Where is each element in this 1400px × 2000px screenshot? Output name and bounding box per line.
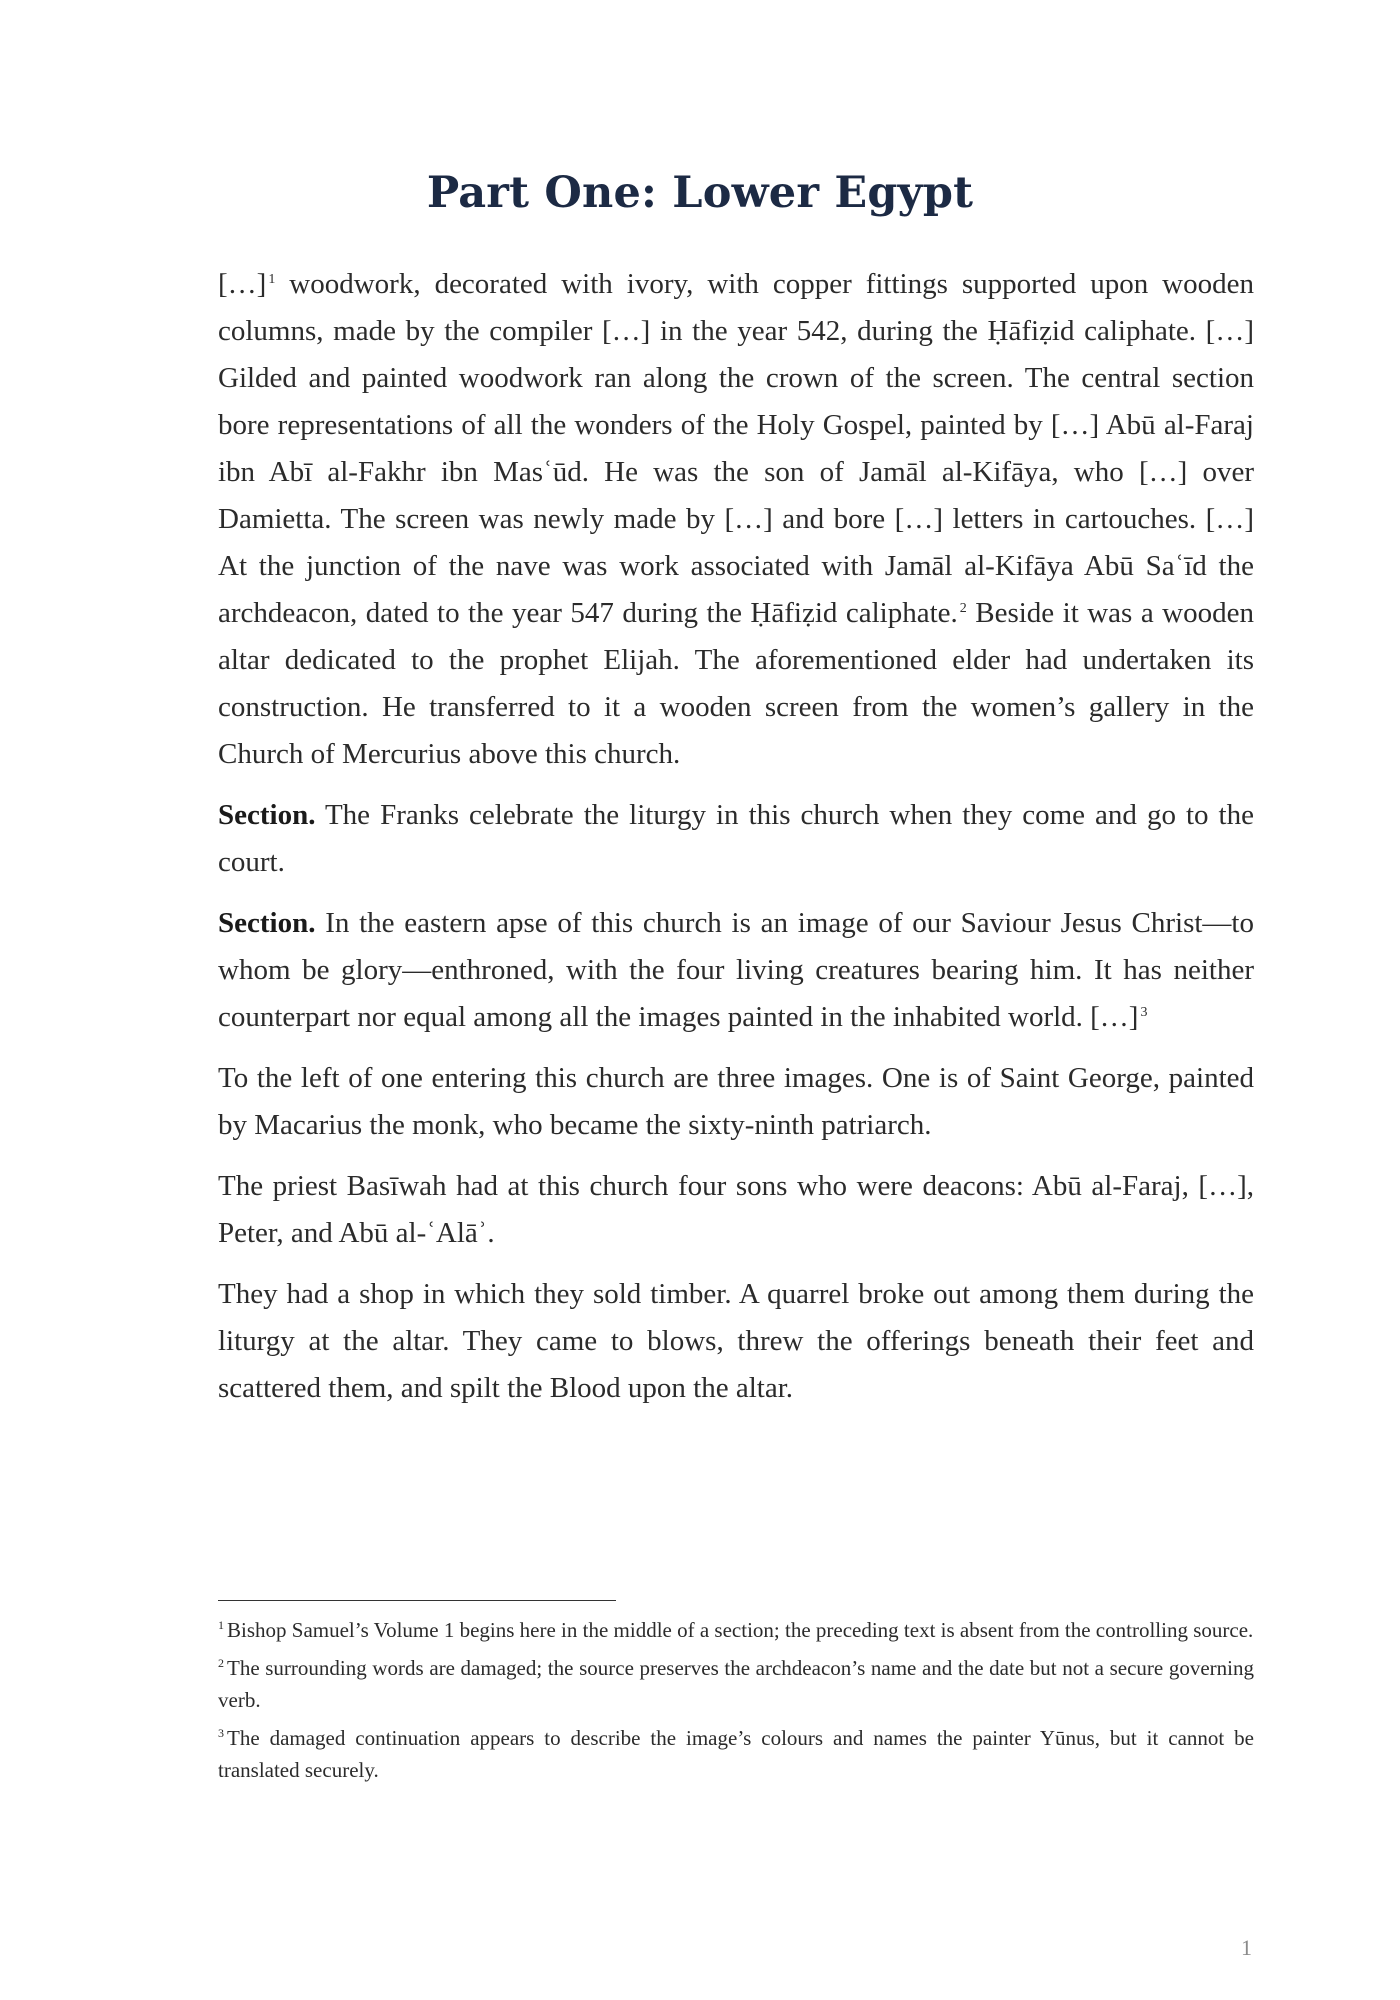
paragraph-text: The priest Basīwah had at this church four sons who were deacons: Abū al-Faraj, […], Peter, and Abū al-ʿAlāʾ. [218,1170,1254,1249]
paragraph [218,1163,1254,1257]
page-number: 1 [1241,1935,1252,1960]
paragraph-text: Beside it was a wooden altar dedicated to the prophet Elijah. The aforementioned elder had undertaken its construction. He transferred to it a wooden screen from the women’s gallery in the Church of Mercurius above this church. [218,597,1254,770]
section-heading: Section. [218,799,316,831]
paragraph [218,900,1254,1041]
section-heading: Section. [218,907,316,939]
footnote-reference[interactable]: 1 [268,271,276,287]
footnote-text: The damaged continuation appears to describe the image’s colours and names the painter Yūnus, but it cannot be translated securely. [218,1726,1254,1782]
footnote [218,1652,1254,1716]
paragraph-text: […] [218,268,267,300]
footnote-text: Bishop Samuel’s Volume 1 begins here in the middle of a section; the preceding text is absent from the controlling source. [227,1618,1254,1642]
paragraph-text: woodwork, decorated with ivory, with copper fittings supported upon wooden columns, made by the compiler […] in the year 542, during the Ḥāfiẓid caliphate. […] Gilded and painted woodwork ran along the crown of the screen. The central section bore representations of all the wonders of the Holy Gospel, painted by […] Abū al-Faraj ibn Abī al-Fakhr ibn Masʿūd. He was the son of Jamāl al-Kifāya, who […] over Damietta. The screen was newly made by […] and bore […] letters in cartouches. […] At the junction of the nave was work associated with Jamāl al-Kifāya Abū Saʿīd the archdeacon, dated to the year 547 during the Ḥāfiẓid caliphate. [218,268,1254,629]
footnote-number: 1 [218,1617,224,1632]
footnote-number: 2 [218,1655,224,1670]
footnote [218,1614,1254,1646]
paragraph [218,261,1254,778]
paragraph-text: To the left of one entering this church are three images. One is of Saint George, painted by Macarius the monk, who became the sixty-ninth patriarch. [218,1062,1254,1141]
paragraph [218,1055,1254,1149]
main-text [218,261,1254,1426]
page-title: Part One: Lower Egypt [426,168,974,218]
footnote-number: 3 [218,1725,224,1740]
footnote-reference[interactable]: 2 [959,600,967,616]
paragraph-text: In the eastern apse of this church is an image of our Saviour Jesus Christ—to whom be glory—enthroned, with the four living creatures bearing him. It has neither counterpart nor equal among all the images painted in the inhabited world. […] [218,907,1254,1033]
paragraph [218,1271,1254,1412]
paragraph [218,792,1254,886]
footnotes [218,1614,1254,1792]
footnote [218,1722,1254,1786]
paragraph-text: They had a shop in which they sold timber. A quarrel broke out among them during the liturgy at the altar. They came to blows, threw the offerings beneath their feet and scattered them, and spilt the Blood upon the altar. [218,1278,1254,1404]
paragraph-text: The Franks celebrate the liturgy in this church when they come and go to the court. [218,799,1254,878]
footnote-text: The surrounding words are damaged; the source preserves the archdeacon’s name and the date but not a secure governing verb. [218,1656,1254,1712]
footnote-reference[interactable]: 3 [1140,1004,1148,1020]
footnote-divider [218,1600,616,1601]
